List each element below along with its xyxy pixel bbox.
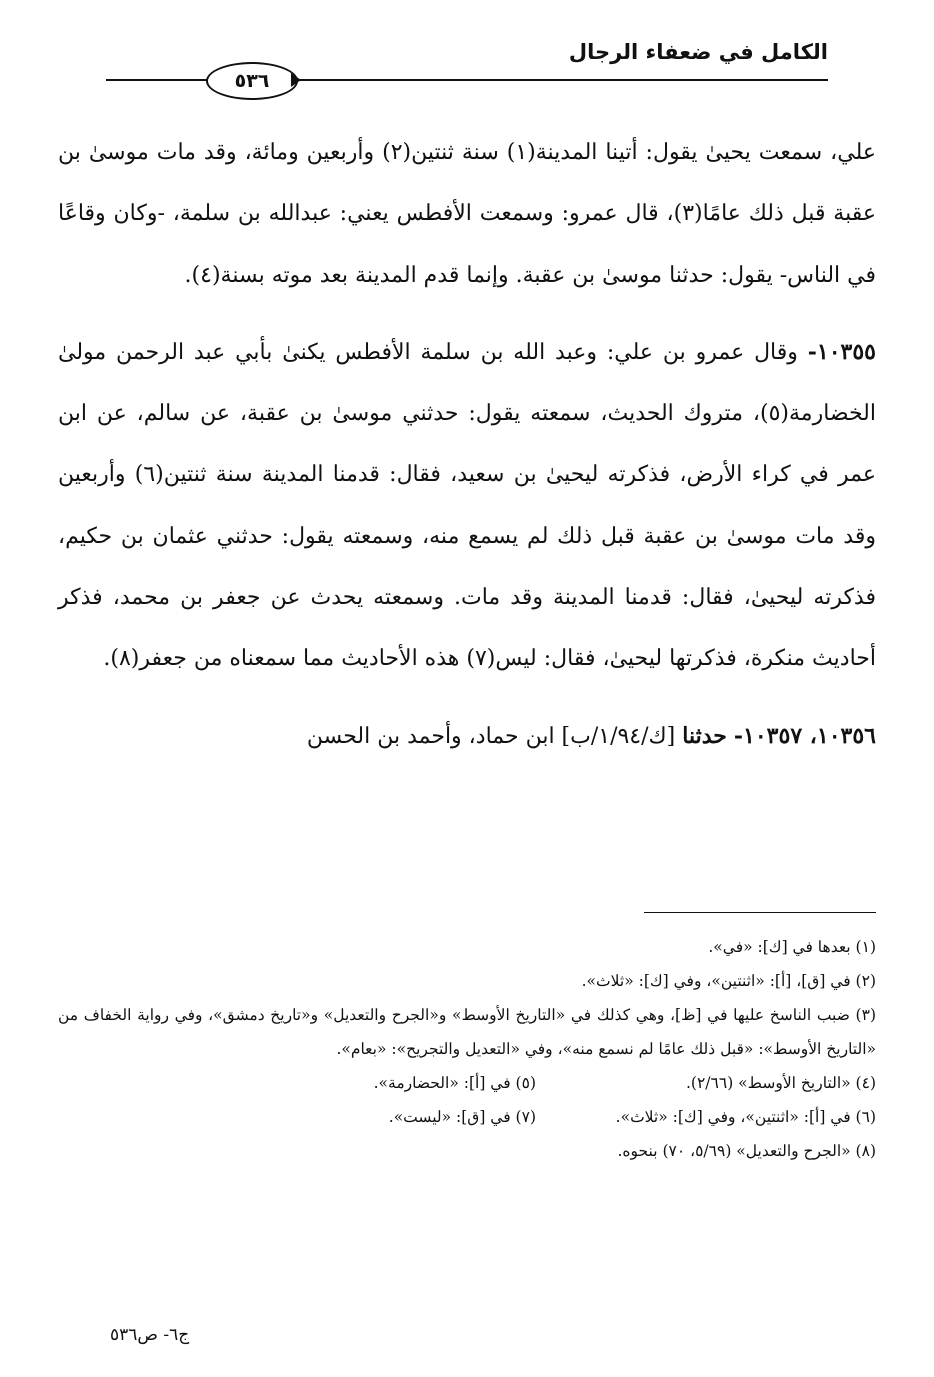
main-text	[58, 122, 876, 783]
footnotes	[58, 930, 876, 1168]
footnote-row-4-5	[58, 1066, 876, 1100]
running-title: الكامل في ضعفاء الرجال	[568, 40, 828, 64]
paragraph-2-text: وقال عمرو بن علي: وعبد الله بن سلمة الأفطس يكنىٰ بأبي عبد الرحمن مولىٰ الخضارمة(٥)، متروك الحديث، سمعته يقول: حدثني موسىٰ بن عقبة، عن سالم، عن ابن عمر في كراء الأرض، فذكرته ليحيىٰ بن سعيد، فقال: قدمنا المدينة سنة ثنتين(٦) وأربعين وقد مات موسىٰ بن عقبة قبل ذلك لم يسمع منه، وسمعته يقول: حدثني عثمان بن حكيم، فذكرته ليحيىٰ، فقال: قدمنا المدينة وقد مات. وسمعته يحدث عن جعفر بن محمد، فذكر أحاديث منكرة، فذكرتها ليحيىٰ، فقال: ليس(٧) هذه الأحاديث مما سمعناه من جعفر(٨).	[58, 339, 877, 672]
volume-page-mark: ج٦- ص٥٣٦	[110, 1325, 190, 1345]
paragraph-2	[58, 322, 876, 690]
footnote-1: (١) بعدها في [ك]: «في».	[708, 938, 876, 956]
entry-number-10356: ١٠٣٥٦، ١٠٣٥٧-	[733, 722, 876, 749]
footnote-rule	[644, 912, 876, 913]
paragraph-3-text: [ك/١/٩٤/ب] ابن حماد، وأحمد بن الحسن	[306, 723, 676, 749]
paragraph-1: علي، سمعت يحيىٰ يقول: أتينا المدينة(١) سنة ثنتين(٢) وأربعين ومائة، وقد مات موسىٰ بن عقبة قبل ذلك عامًا(٣)، قال عمرو: وسمعت الأفطس يعني: عبدالله بن سلمة، -وكان وقاعًا في الناس- يقول: حدثنا موسىٰ بن عقبة. وإنما قدم المدينة بعد موته بسنة(٤).	[58, 140, 876, 288]
footnote-2: (٢) في [ق]، [أ]: «اثنتين»، وفي [ك]: «ثلاث».	[581, 972, 876, 990]
badge-arrow-icon	[291, 73, 301, 87]
page-header	[106, 36, 828, 92]
footnote-5: (٥) في [أ]: «الحضارمة».	[373, 1074, 536, 1092]
footnote-8: (٨) «الجرح والتعديل» (٥/٦٩، ٧٠) بنحوه.	[617, 1142, 876, 1160]
paragraph-3	[58, 706, 876, 767]
footnote-7: (٧) في [ق]: «ليست».	[388, 1108, 536, 1126]
footnote-6: (٦) في [أ]: «اثنتين»، وفي [ك]: «ثلاث».	[615, 1108, 876, 1126]
page-number-badge: ٥٣٦	[206, 62, 298, 100]
footnote-3: (٣) ضبب الناسخ عليها في [ظ]، وهي كذلك في «التاريخ الأوسط» و«الجرح والتعديل» و«تاريخ دمشق»، وفي رواية الخفاف من «التاريخ الأوسط»: «قبل ذلك عامًا لم نسمع منه»، وفي «التعديل والتجريح»: «بعام».	[58, 1006, 876, 1058]
haddathana-word: حدثنا	[682, 722, 727, 749]
footnote-4: (٤) «التاريخ الأوسط» (٢/٦٦).	[686, 1074, 876, 1092]
footnote-row-6-7	[58, 1100, 876, 1134]
entry-number-10355: ١٠٣٥٥-	[807, 338, 876, 365]
